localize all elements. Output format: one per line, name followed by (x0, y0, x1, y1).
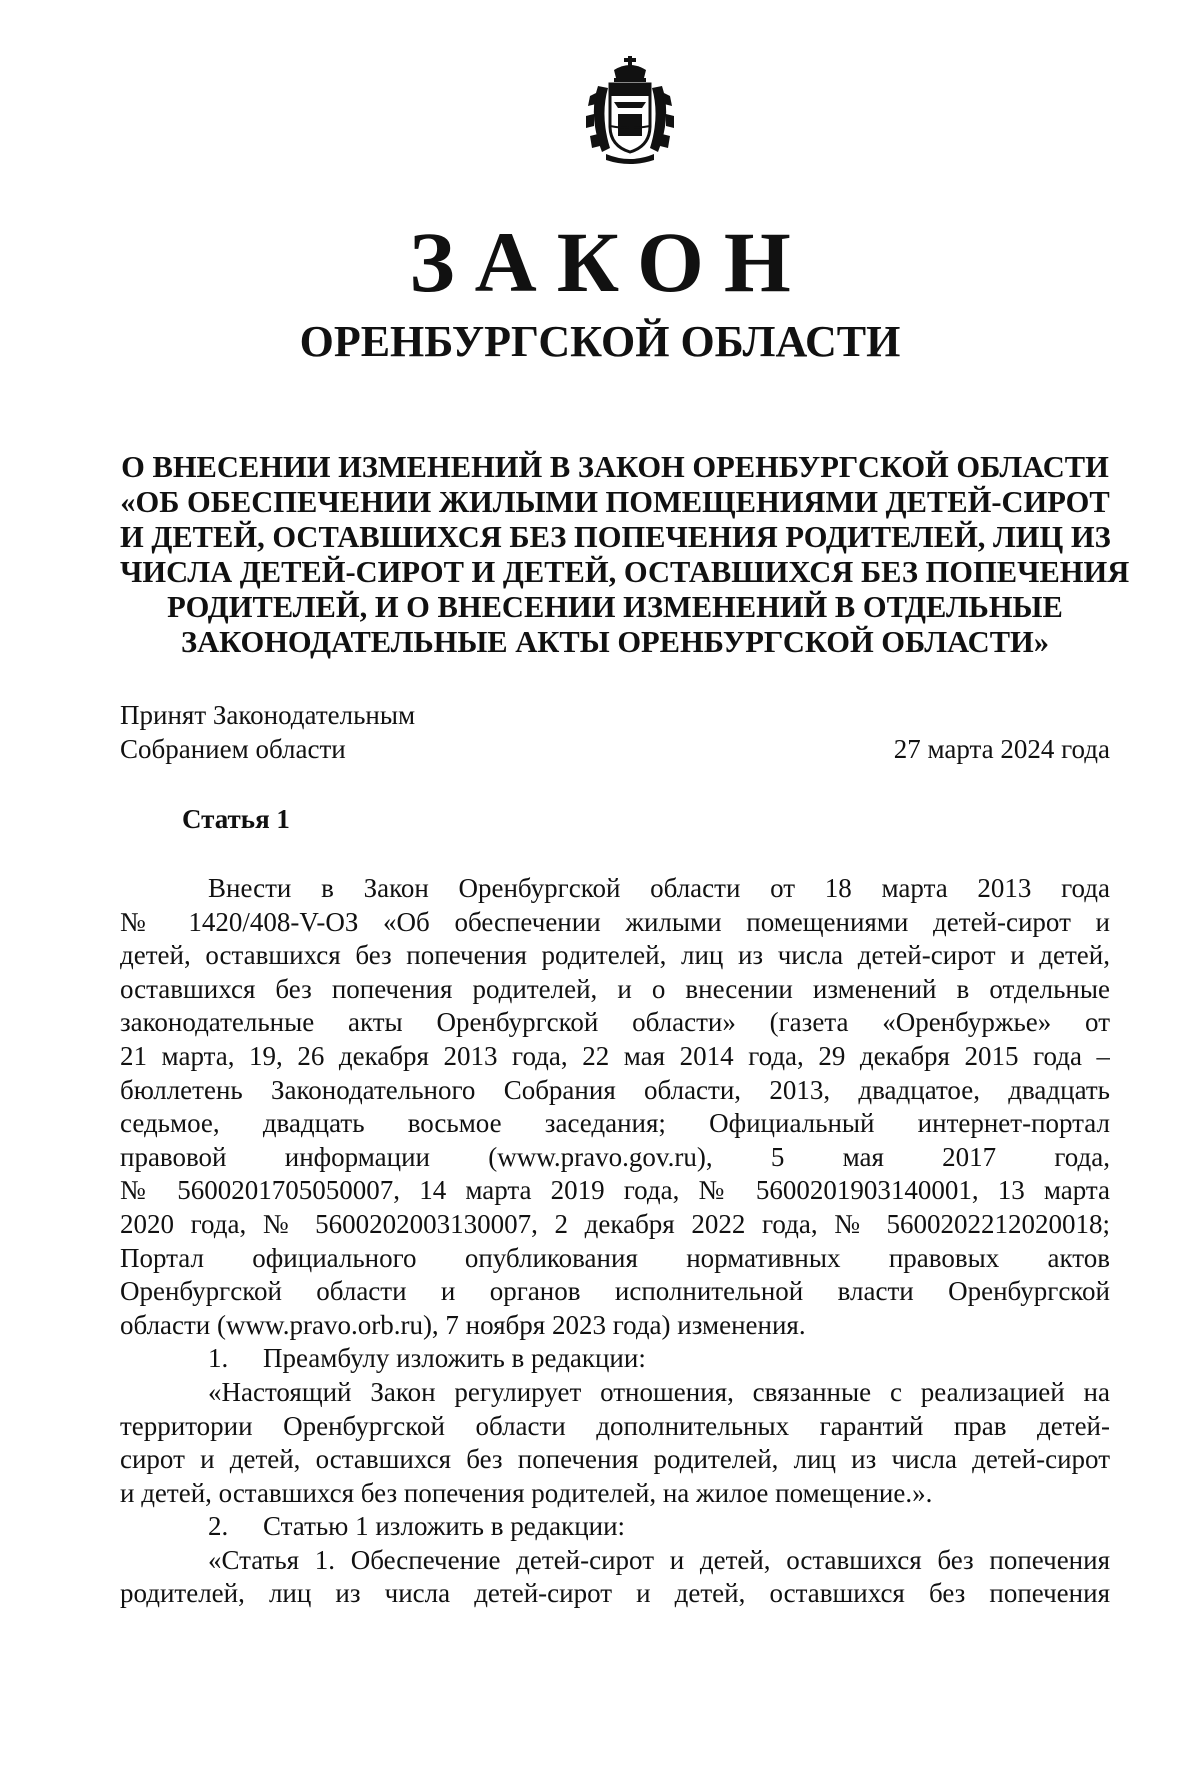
subject-line: О ВНЕСЕНИИ ИЗМЕНЕНИЙ В ЗАКОН ОРЕНБУРГСКОЙ ОБЛАСТИ (121, 450, 1109, 484)
law-subject (120, 450, 1130, 660)
body-line: законодательные акты Оренбургской области» (газета «Оренбуржье» от (120, 1007, 1110, 1038)
body-line: № 5600201705050007, 14 марта 2019 года, № 5600201903140001, 13 марта (120, 1175, 1110, 1206)
subject-line: ЧИСЛА ДЕТЕЙ-СИРОТ И ДЕТЕЙ, ОСТАВШИХСЯ БЕЗ ПОПЕЧЕНИЯ (120, 555, 1130, 589)
body-line: Портал официального опубликования нормативных правовых актов (120, 1242, 1110, 1273)
article-heading: Статья 1 (182, 804, 290, 834)
subject-line: ЗАКОНОДАТЕЛЬНЫЕ АКТЫ ОРЕНБУРГСКОЙ ОБЛАСТИ» (180, 625, 1050, 659)
body-line: 2020 года, № 5600202003130007, 2 декабря 2022 года, № 5600202212020018; (120, 1208, 1110, 1239)
body-line: оставшихся без попечения родителей, и о внесении изменений в отдельные (120, 973, 1110, 1004)
body-line: Внести в Закон Оренбургской области от 18 марта 2013 года (208, 873, 1110, 903)
orenburg-coat-of-arms-icon (580, 56, 680, 164)
article-body (120, 872, 1110, 1611)
adoption-block (120, 698, 1110, 766)
law-title: ЗАКОН (409, 214, 811, 310)
adopted-by-line2: Собранием области (120, 734, 346, 764)
body-line: Оренбургской области и органов исполнительной власти Оренбургской (120, 1276, 1110, 1307)
list-item-text: Статью 1 изложить в редакции: (263, 1511, 626, 1542)
preamble-line: и детей, оставшихся без попечения родителей, на жилое помещение.». (120, 1477, 933, 1508)
body-line: № 1420/408-V-ОЗ «Об обеспечении жилыми помещениями детей-сирот и (120, 906, 1110, 937)
preamble-line: «Настоящий Закон регулирует отношения, связанные с реализацией на (208, 1376, 1110, 1407)
list-item-2 (120, 1510, 1110, 1544)
list-item-text: Преамбулу изложить в редакции: (263, 1343, 646, 1374)
body-line: детей, оставшихся без попечения родителей, лиц из числа детей-сирот и детей, (120, 940, 1110, 971)
body-line: 21 марта, 19, 26 декабря 2013 года, 22 мая 2014 года, 29 декабря 2015 года – (120, 1040, 1110, 1071)
body-line: правовой информации (www.pravo.gov.ru), 5 мая 2017 года, (120, 1141, 1110, 1172)
preamble-line: территории Оренбургской области дополнительных гарантий прав детей- (120, 1410, 1110, 1441)
subject-line: РОДИТЕЛЕЙ, И О ВНЕСЕНИИ ИЗМЕНЕНИЙ В ОТДЕЛЬНЫЕ (167, 590, 1063, 624)
region-title: ОРЕНБУРГСКОЙ ОБЛАСТИ (299, 317, 901, 366)
list-item-1 (120, 1342, 1110, 1376)
list-item-number: 2. (208, 1511, 229, 1542)
body-line: бюллетень Законодательного Собрания области, 2013, двадцатое, двадцать (120, 1074, 1110, 1105)
list-item-number: 1. (208, 1343, 229, 1374)
adoption-date: 27 марта 2024 года (893, 734, 1110, 764)
article1-line: «Статья 1. Обеспечение детей-сирот и детей, оставшихся без попечения (208, 1544, 1110, 1575)
subject-line: И ДЕТЕЙ, ОСТАВШИХСЯ БЕЗ ПОПЕЧЕНИЯ РОДИТЕЛЕЙ, ЛИЦ ИЗ (120, 520, 1111, 554)
body-line: седьмое, двадцать восьмое заседания; Официальный интернет-портал (120, 1108, 1110, 1139)
body-line: области (www.pravo.orb.ru), 7 ноября 2023 года) изменения. (120, 1309, 806, 1340)
article1-line: родителей, лиц из числа детей-сирот и детей, оставшихся без попечения (120, 1578, 1110, 1609)
preamble-line: сирот и детей, оставшихся без попечения родителей, лиц из числа детей-сирот (120, 1444, 1110, 1475)
adopted-by-line1: Принят Законодательным (120, 700, 416, 730)
subject-line: «ОБ ОБЕСПЕЧЕНИИ ЖИЛЫМИ ПОМЕЩЕНИЯМИ ДЕТЕЙ-СИРОТ (120, 485, 1110, 519)
